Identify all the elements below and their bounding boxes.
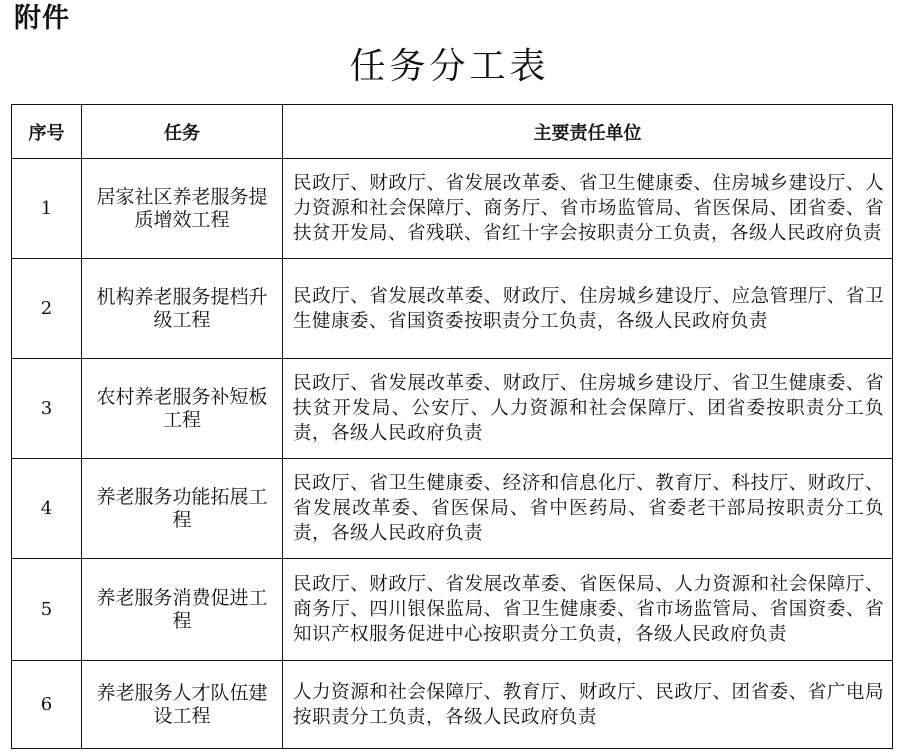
- document-title: 任务分工表: [349, 46, 550, 87]
- responsible-units: 人力资源和社会保障厅、教育厅、财政厅、民政厅、团省委、省广电局按职责分工负责，各级人民政府负责: [283, 661, 893, 749]
- task-name: 农村养老服务补短板工程: [82, 359, 283, 459]
- table-row: [12, 559, 893, 661]
- responsible-units: 民政厅、省卫生健康委、经济和信息化厅、教育厅、科技厅、财政厅、省发展改革委、省医保局、省中医药局、省委老干部局按职责分工负责，各级人民政府负责: [283, 459, 893, 559]
- table-row: [12, 661, 893, 749]
- responsible-units: 民政厅、省发展改革委、财政厅、住房城乡建设厅、应急管理厅、省卫生健康委、省国资委按职责分工负责，各级人民政府负责: [283, 259, 893, 359]
- responsible-units: 民政厅、财政厅、省发展改革委、省卫生健康委、住房城乡建设厅、人力资源和社会保障厅、商务厅、省市场监管局、省医保局、团省委、省扶贫开发局、省残联、省红十字会按职责分工负责，各级人民政府负责: [283, 159, 893, 259]
- task-name: 居家社区养老服务提质增效工程: [82, 159, 283, 259]
- table-row: [12, 359, 893, 459]
- responsible-units: 民政厅、财政厅、省发展改革委、省医保局、人力资源和社会保障厅、商务厅、四川银保监局、省卫生健康委、省市场监管局、省国资委、省知识产权服务促进中心按职责分工负责，各级人民政府负责: [283, 559, 893, 661]
- table-row: [12, 459, 893, 559]
- task-name: 养老服务人才队伍建设工程: [82, 661, 283, 749]
- table-row: [12, 159, 893, 259]
- table-row: [12, 259, 893, 359]
- row-number: 3: [12, 359, 82, 459]
- task-name: 养老服务功能拓展工程: [82, 459, 283, 559]
- column-header-units: 主要责任单位: [283, 105, 893, 159]
- table-header-row: [12, 105, 893, 159]
- column-header-task: 任务: [82, 105, 283, 159]
- row-number: 2: [12, 259, 82, 359]
- row-number: 1: [12, 159, 82, 259]
- row-number: 6: [12, 661, 82, 749]
- attachment-label: 附件: [14, 3, 70, 34]
- row-number: 5: [12, 559, 82, 661]
- responsible-units: 民政厅、省发展改革委、财政厅、住房城乡建设厅、省卫生健康委、省扶贫开发局、公安厅、人力资源和社会保障厅、团省委按职责分工负责，各级人民政府负责: [283, 359, 893, 459]
- task-name: 机构养老服务提档升级工程: [82, 259, 283, 359]
- column-header-no: 序号: [12, 105, 82, 159]
- task-name: 养老服务消费促进工程: [82, 559, 283, 661]
- row-number: 4: [12, 459, 82, 559]
- task-assignment-table: [11, 104, 893, 749]
